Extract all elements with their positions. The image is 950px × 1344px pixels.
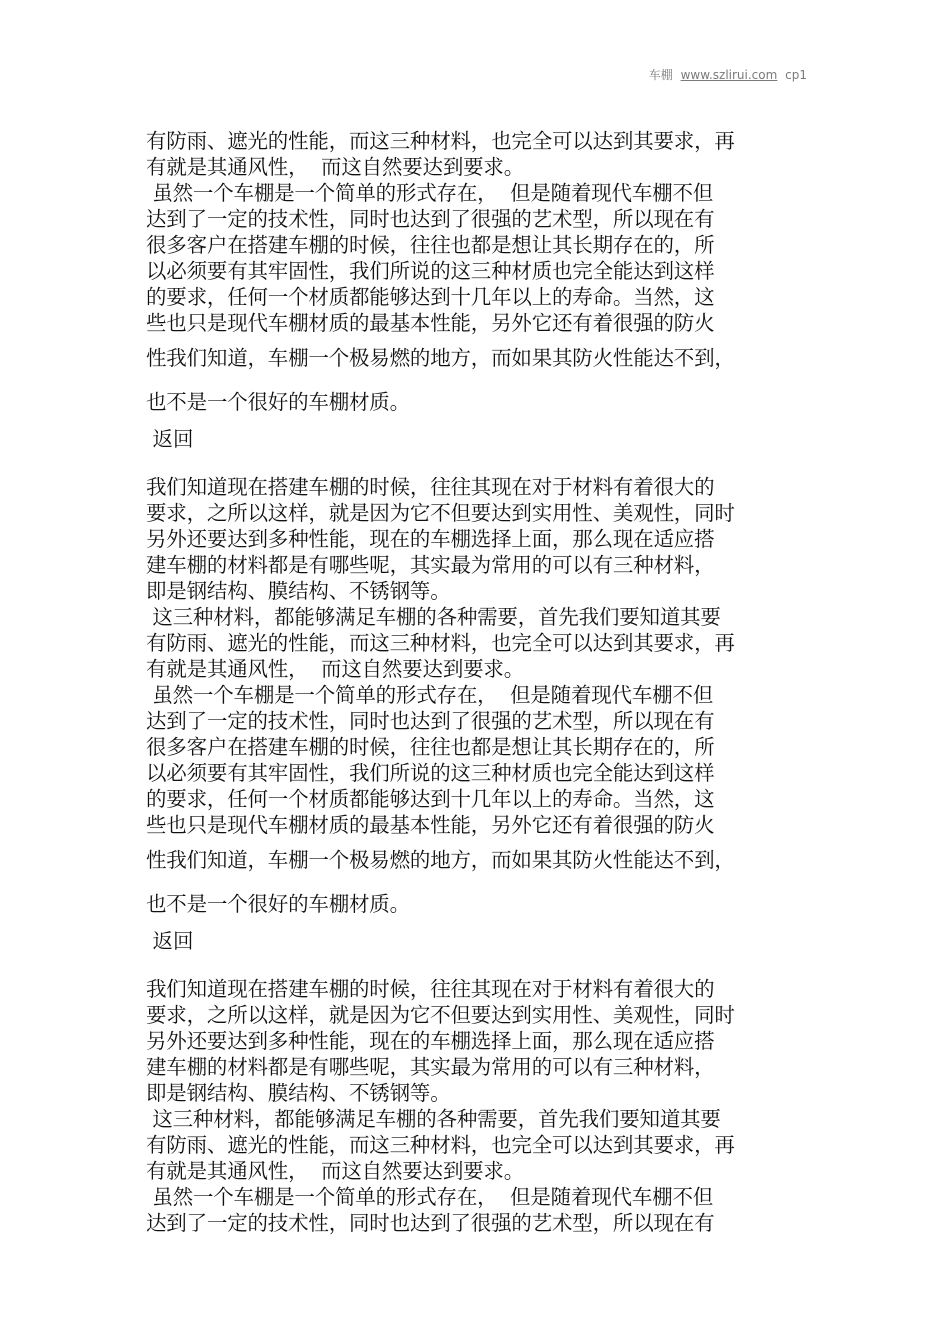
article-block [146,976,816,1236]
text-line: 即是钢结构、膜结构、不锈钢等。 [146,579,451,603]
text-line: 虽然一个车棚是一个简单的形式存在， 但是随着现代车棚不但 [146,683,714,707]
header-prefix: 车棚 [648,68,673,82]
text-line: 有就是其通风性， 而这自然要达到要求。 [146,155,525,179]
text-line: 达到了一定的技术性，同时也达到了很强的艺术型，所以现在有 [146,709,715,733]
text-line: 也不是一个很好的车棚材质。 [146,892,410,916]
text-line: 有防雨、遮光的性能，而这三种材料，也完全可以达到其要求，再 [146,1133,735,1157]
site-link[interactable]: www.szlirui.com [680,68,778,82]
article-body [146,128,816,1236]
text-line: 要求，之所以这样，就是因为它不但要达到实用性、美观性，同时 [146,1003,735,1027]
text-line: 有防雨、遮光的性能，而这三种材料，也完全可以达到其要求，再 [146,129,735,153]
text-line: 很多客户在搭建车棚的时候，往往也都是想让其长期存在的，所 [146,233,715,257]
text-line: 达到了一定的技术性，同时也达到了很强的艺术型，所以现在有 [146,207,715,231]
text-line: 我们知道现在搭建车棚的时候，往往其现在对于材料有着很大的 [146,977,715,1001]
text-line: 以必须要有其牢固性，我们所说的这三种材质也完全能达到这样 [146,259,715,283]
text-line: 建车棚的材料都是有哪些呢，其实最为常用的可以有三种材料， [146,553,715,577]
header-suffix: cp1 [785,68,807,82]
text-line: 建车棚的材料都是有哪些呢，其实最为常用的可以有三种材料， [146,1055,715,1079]
text-line: 以必须要有其牢固性，我们所说的这三种材质也完全能达到这样 [146,761,715,785]
text-line: 性我们知道，车棚一个极易燃的地方，而如果其防火性能达不到， [146,848,735,872]
back-link[interactable]: 返回 [146,929,194,953]
text-line: 的要求，任何一个材质都能够达到十几年以上的寿命。当然，这 [146,285,715,309]
text-line: 很多客户在搭建车棚的时候，往往也都是想让其长期存在的，所 [146,735,715,759]
article-block [146,474,816,956]
text-line: 即是钢结构、膜结构、不锈钢等。 [146,1081,451,1105]
article-block [146,128,816,454]
text-line: 虽然一个车棚是一个简单的形式存在， 但是随着现代车棚不但 [146,1185,714,1209]
text-line: 性我们知道，车棚一个极易燃的地方，而如果其防火性能达不到， [146,346,735,370]
text-line: 有就是其通风性， 而这自然要达到要求。 [146,1159,525,1183]
text-line: 有就是其通风性， 而这自然要达到要求。 [146,657,525,681]
text-line: 我们知道现在搭建车棚的时候，往往其现在对于材料有着很大的 [146,475,715,499]
text-line: 的要求，任何一个材质都能够达到十几年以上的寿命。当然，这 [146,787,715,811]
text-line: 这三种材料，都能够满足车棚的各种需要，首先我们要知道其要 [146,1107,721,1131]
text-line: 要求，之所以这样，就是因为它不但要达到实用性、美观性，同时 [146,501,735,525]
text-line: 些也只是现代车棚材质的最基本性能，另外它还有着很强的防火 [146,813,715,837]
back-link[interactable]: 返回 [146,427,194,451]
text-line: 这三种材料，都能够满足车棚的各种需要，首先我们要知道其要 [146,605,721,629]
text-line: 些也只是现代车棚材质的最基本性能，另外它还有着很强的防火 [146,311,715,335]
text-line: 虽然一个车棚是一个简单的形式存在， 但是随着现代车棚不但 [146,181,714,205]
text-line: 另外还要达到多种性能，现在的车棚选择上面，那么现在适应搭 [146,1029,715,1053]
text-line: 另外还要达到多种性能，现在的车棚选择上面，那么现在适应搭 [146,527,715,551]
text-line: 也不是一个很好的车棚材质。 [146,390,410,414]
text-line: 达到了一定的技术性，同时也达到了很强的艺术型，所以现在有 [146,1211,715,1235]
text-line: 有防雨、遮光的性能，而这三种材料，也完全可以达到其要求，再 [146,631,735,655]
page-header [649,66,807,83]
